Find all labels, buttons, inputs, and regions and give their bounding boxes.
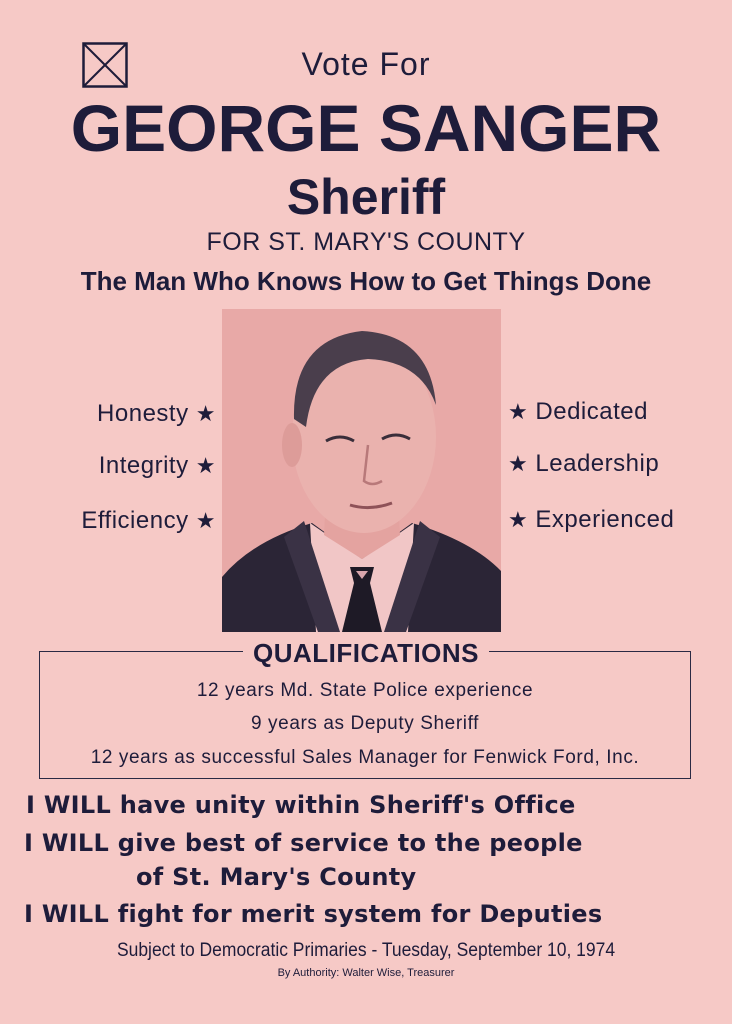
pledge-unity: I WILL have unity within Sheriff's Office <box>26 791 576 819</box>
qualification-item: 12 years Md. State Police experience <box>196 680 534 701</box>
qualification-item: 12 years as successful Sales Manager for Fenwick Ford, Inc. <box>90 747 640 768</box>
trait-honesty <box>97 400 216 428</box>
candidate-name: GEORGE SANGER <box>70 91 662 165</box>
trait-dedicated <box>508 398 648 426</box>
star-icon: ★ <box>195 453 216 478</box>
star-icon: ★ <box>508 451 529 476</box>
trait-label: Experienced <box>535 506 675 533</box>
qualifications-title-text: QUALIFICATIONS <box>243 638 489 668</box>
county-line: FOR ST. MARY'S COUNTY <box>206 228 526 256</box>
trait-integrity <box>99 452 216 480</box>
trait-label: Leadership <box>535 450 660 477</box>
candidate-photo <box>222 309 501 632</box>
pledge-service: I WILL give best of service to the people <box>24 829 583 857</box>
trait-label: Honesty <box>97 400 189 427</box>
trait-experienced <box>508 506 674 534</box>
qualifications-title <box>0 638 732 669</box>
star-icon: ★ <box>508 399 529 424</box>
vote-for-heading: Vote For <box>301 46 431 82</box>
star-icon: ★ <box>508 507 529 532</box>
trait-efficiency <box>81 507 216 535</box>
trait-leadership <box>508 450 659 478</box>
star-icon: ★ <box>195 508 216 533</box>
qualification-item: 9 years as Deputy Sheriff <box>251 713 479 734</box>
campaign-slogan: The Man Who Knows How to Get Things Done <box>80 266 652 296</box>
authority-line: By Authority: Walter Wise, Treasurer <box>277 967 455 979</box>
star-icon: ★ <box>195 401 216 426</box>
trait-label: Dedicated <box>535 398 648 425</box>
primaries-notice: Subject to Democratic Primaries - Tuesday, September 10, 1974 <box>116 940 616 961</box>
trait-label: Integrity <box>98 452 189 479</box>
pledge-service-continued: of St. Mary's County <box>136 863 417 891</box>
office-title: Sheriff <box>286 169 446 225</box>
pledge-merit: I WILL fight for merit system for Deputies <box>24 900 603 928</box>
trait-label: Efficiency <box>81 507 189 534</box>
